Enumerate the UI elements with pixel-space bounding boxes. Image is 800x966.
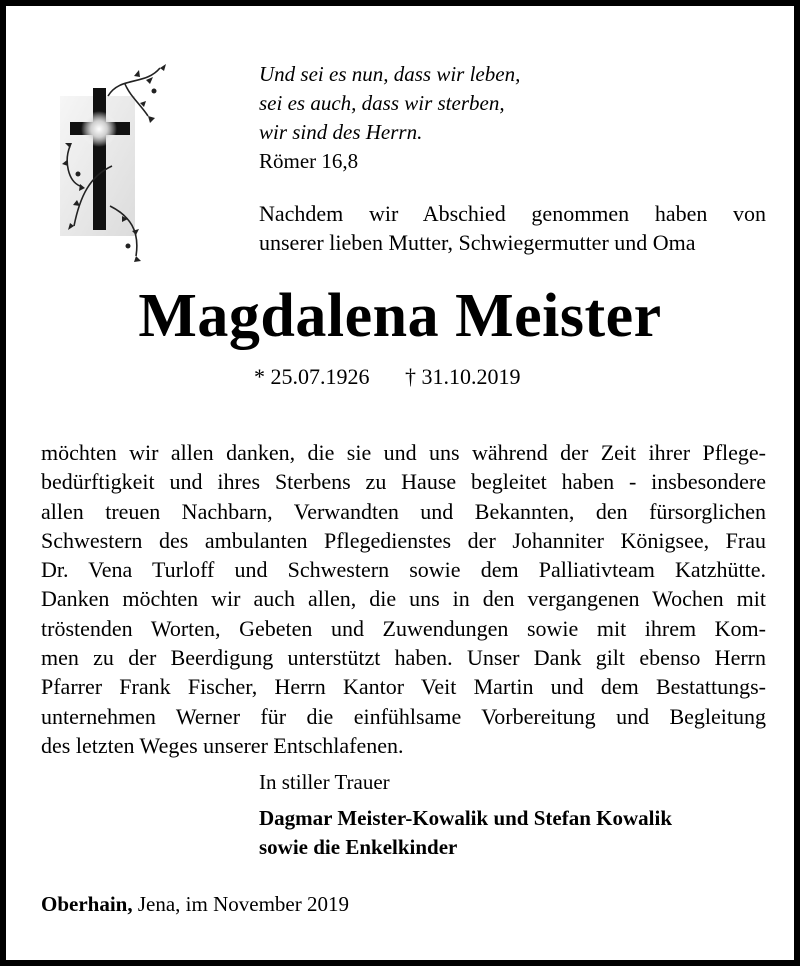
- text-line: tröstenden Worten, Gebeten und Zuwendungen sowie mit ihrem Kom-: [41, 615, 766, 641]
- death-date: † 31.10.2019: [405, 364, 521, 389]
- text-line: Pfarrer Frank Fischer, Herrn Kantor Veit Martin und dem Bestattungs-: [41, 674, 766, 700]
- mourner-line: sowie die Enkelkinder: [259, 835, 458, 859]
- place-town: Oberhain,: [41, 892, 133, 916]
- life-dates: [254, 363, 521, 391]
- signature-block: [259, 768, 672, 862]
- text-line: Dr. Vena Turloff und Schwestern sowie dem Palliativteam Katzhütte.: [41, 557, 766, 583]
- verse-reference: Römer 16,8: [259, 149, 359, 173]
- bible-verse: [259, 60, 520, 176]
- text-line: allen treuen Nachbarn, Verwandten und Bekannten, den fürsorglichen: [41, 498, 766, 524]
- text-line: Danken möchten wir auch allen, die uns in den vergangenen Wochen mit: [41, 586, 766, 612]
- place-rest: Jena, im November 2019: [132, 892, 349, 916]
- cross-with-ivy-icon: [50, 56, 170, 271]
- text-line: unternehmen Werner für die einfühlsame Vorbereitung und Begleitung: [41, 703, 766, 729]
- intro-text: [259, 199, 766, 257]
- text-line: Schwestern des ambulanten Pflegedienstes der Johanniter Königsee, Frau: [41, 527, 766, 553]
- text-line: des letzten Weges unserer Entschlafenen.: [41, 732, 404, 758]
- text-line: men zu der Beerdigung unterstützt haben. Unser Dank gilt ebenso Herrn: [41, 645, 766, 671]
- intro-line: Nachdem wir Abschied genommen haben von: [259, 201, 766, 226]
- place-date: [41, 890, 349, 918]
- intro-line: unserer lieben Mutter, Schwiegermutter und Oma: [259, 230, 696, 255]
- verse-line: Und sei es nun, dass wir leben,: [259, 62, 521, 86]
- text-line: möchten wir allen danken, die sie und uns während der Zeit ihrer Pflege-: [41, 440, 766, 465]
- mourner-line: Dagmar Meister-Kowalik und Stefan Kowalik: [259, 806, 672, 830]
- text-line: bedürftigkeit und ihres Sterbens zu Hause begleitet haben - insbesondere: [41, 469, 766, 495]
- birth-date: * 25.07.1926: [254, 364, 370, 389]
- verse-line: sei es auch, dass wir sterben,: [259, 91, 505, 115]
- mourning-phrase: In stiller Trauer: [259, 770, 390, 794]
- obituary-notice: [6, 6, 794, 960]
- mourners: [259, 804, 672, 862]
- thanks-text: [41, 438, 766, 760]
- deceased-name: Magdalena Meister: [138, 282, 662, 350]
- verse-line: wir sind des Herrn.: [259, 120, 423, 144]
